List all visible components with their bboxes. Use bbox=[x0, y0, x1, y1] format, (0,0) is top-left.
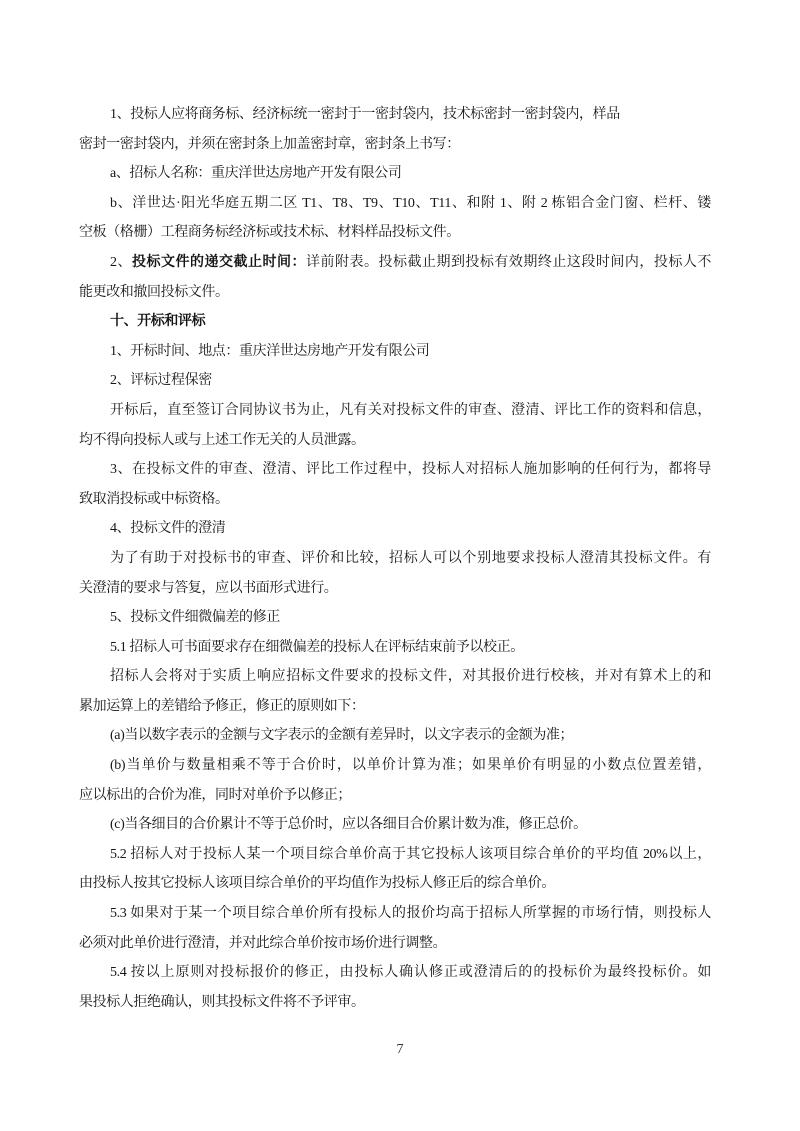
text-line: 应以标出的合价为准，同时对单价予以修正； bbox=[79, 787, 351, 803]
text-line: 果投标人拒绝确认，则其投标文件将不予评审。 bbox=[79, 994, 365, 1010]
text-line: 5.3 如果对于某一个项目综合单价所有投标人的报价均高于招标人所掌握的市场行情，则投标人 bbox=[110, 906, 711, 922]
text-line: 2、评标过程保密 bbox=[110, 373, 212, 389]
text-line bbox=[79, 248, 711, 278]
text-line: 均不得向投标人或与上述工作无关的人员泄露。 bbox=[79, 432, 365, 448]
text-line: 密封一密封袋内，并须在密封条上加盖密封章，密封条上书写： bbox=[79, 136, 460, 152]
text-line: (b)当单价与数量相乘不等于合价时，以单价计算为准；如果单价有明显的小数点位置差错， bbox=[110, 758, 711, 774]
text-line: 致取消投标或中标资格。 bbox=[79, 491, 229, 507]
text-line: 累加运算上的差错给予修正，修正的原则如下： bbox=[79, 698, 365, 714]
text-line: a、招标人名称：重庆洋世达房地产开发有限公司 bbox=[110, 166, 402, 182]
text-line: 能更改和撤回投标文件。 bbox=[79, 284, 229, 300]
bold-label: 投标文件的递交截止时间： bbox=[132, 254, 306, 270]
text-line: 空板（格栅）工程商务标经济标或技术标、材料样品投标文件。 bbox=[79, 225, 460, 241]
text-line: b、洋世达·阳光华庭五期二区 T1、T8、T9、T10、T11、和附 1、附 2 栋铝合金门窗、栏杆、镂 bbox=[110, 195, 711, 211]
text-line: 1、开标时间、地点：重庆洋世达房地产开发有限公司 bbox=[110, 343, 430, 359]
page-number: 7 bbox=[396, 1042, 404, 1057]
text-line: 为了有助于对投标书的审查、评价和比较，招标人可以个别地要求投标人澄清其投标文件。有 bbox=[110, 550, 711, 566]
text-line: 由投标人按其它投标人该项目综合单价的平均值作为投标人修正后的综合单价。 bbox=[79, 876, 555, 892]
text-line: 关澄清的要求与答复，应以书面形式进行。 bbox=[79, 580, 338, 596]
text-line: (a)当以数字表示的金额与文字表示的金额有差异时，以文字表示的金额为准； bbox=[110, 728, 574, 744]
text-line: (c)当各细目的合价累计不等于总价时，应以各细目合价累计数为准，修正总价。 bbox=[110, 817, 587, 833]
text-line: 5.1 招标人可书面要求存在细微偏差的投标人在评标结束前予以校正。 bbox=[110, 639, 524, 655]
text-line: 3、在投标文件的审查、澄清、评比工作过程中，投标人对招标人施加影响的任何行为，都将导 bbox=[110, 462, 711, 478]
text-line: 招标人会将对于实质上响应招标文件要求的投标文件，对其报价进行校核，并对有算术上的和 bbox=[110, 669, 711, 685]
document-body bbox=[79, 100, 711, 1017]
text-line: 5.2 招标人对于投标人某一个项目综合单价高于其它投标人该项目综合单价的平均值 20%以上， bbox=[110, 846, 711, 862]
line-text: 详前附表。投标截止期到投标有效期终止这段时间内，投标人不 bbox=[305, 254, 711, 270]
list-number: 2、 bbox=[110, 254, 132, 270]
text-line: 开标后，直至签订合同协议书为止，凡有关对投标文件的审查、澄清、评比工作的资料和信息， bbox=[110, 402, 711, 418]
section-heading: 十、开标和评标 bbox=[110, 314, 206, 330]
text-line: 5.4 按以上原则对投标报价的修正，由投标人确认修正或澄清后的的投标价为最终投标价。如 bbox=[110, 965, 711, 981]
text-line: 4、投标文件的澄清 bbox=[110, 521, 226, 537]
text-line: 5、投标文件细微偏差的修正 bbox=[110, 610, 280, 626]
text-line: 必须对此单价进行澄清，并对此综合单价按市场价进行调整。 bbox=[79, 935, 447, 951]
text-line: 1、投标人应将商务标、经济标统一密封于一密封袋内，技术标密封一密封袋内，样品 bbox=[110, 107, 620, 122]
